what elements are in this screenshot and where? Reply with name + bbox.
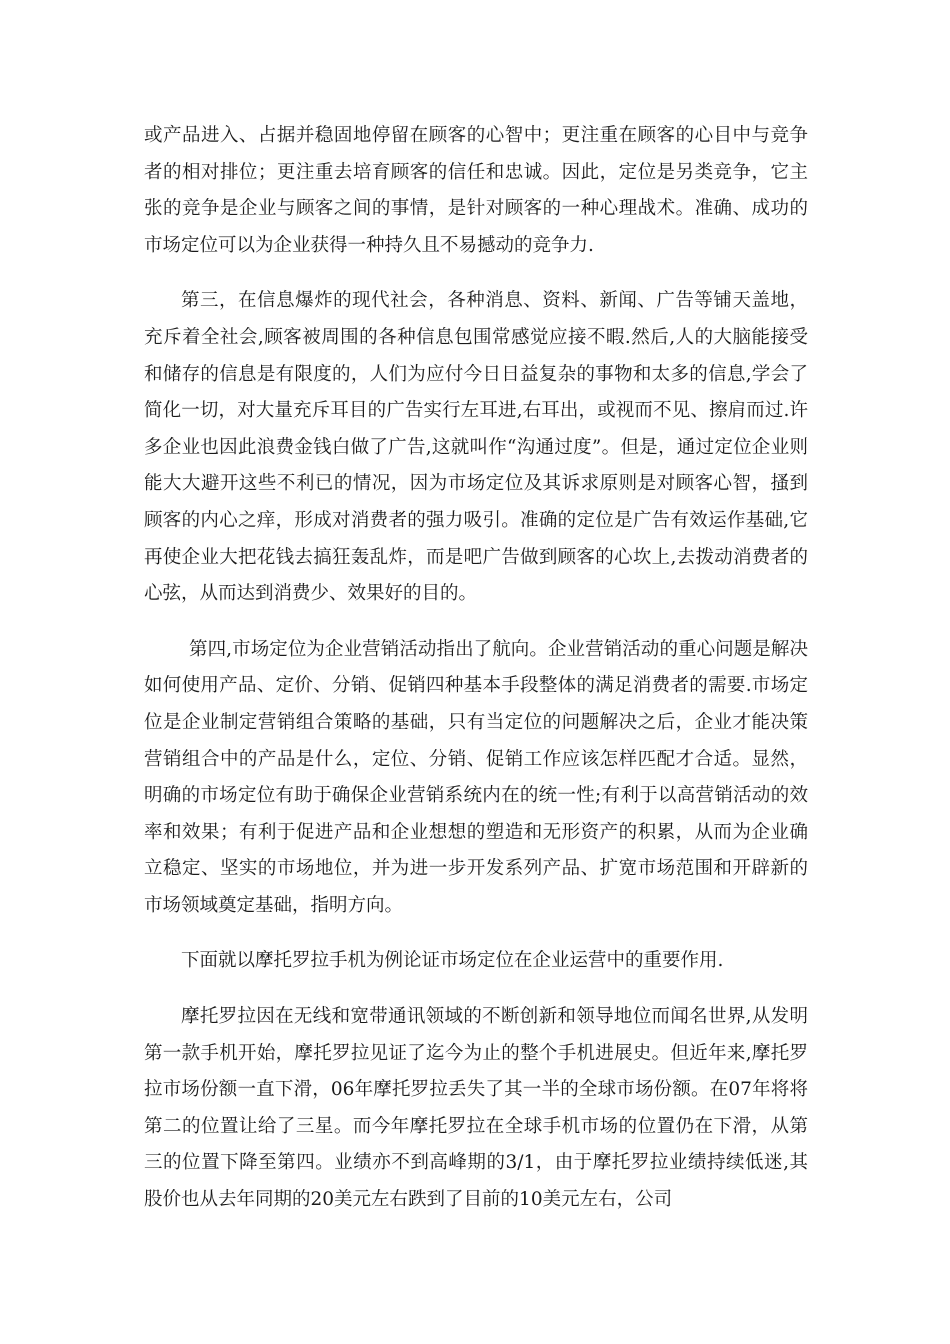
paragraph-positioning-competition: 或产品进入、占据并稳固地停留在顾客的心智中；更注重在顾客的心目中与竞争者的相对排位；更注重去培育顾客的信任和忠诚。因此，定位是另类竞争，它主张的竞争是企业与顾客之间的事情，是针对顾客的一种心理战术。准确、成功的市场定位可以为企业获得一种持久且不易撼动的竞争力.	[144, 125, 808, 256]
paragraph-motorola-intro: 下面就以摩托罗拉手机为例论证市场定位在企业运营中的重要作用.	[181, 950, 724, 972]
paragraph-third-point: 第三，在信息爆炸的现代社会，各种消息、资料、新闻、广告等铺天盖地，充斥着全社会,顾客被周围的各种信息包围常感觉应接不暇.然后,人的大脑能接受和储存的信息是有限度的，人们为应付今日日益复杂的事物和太多的信息,学会了简化一切，对大量充斥耳目的广告实行左耳进,右耳出，或视而不见、擦肩而过.许多企业也因此浪费金钱白做了广告,这就叫作“沟通过度”。但是，通过定位企业则能大大避开这些不利已的情况，因为市场定位及其诉求原则是对顾客心智，搔到顾客的内心之痒，形成对消费者的强力吸引。准确的定位是广告有效运作基础,它再使企业大把花钱去搞狂轰乱炸，而是吧广告做到顾客的心坎上,去拨动消费者的心弦，从而达到消费少、效果好的目的。	[144, 290, 808, 605]
document-body	[144, 118, 808, 1219]
paragraph-motorola-history: 摩托罗拉因在无线和宽带通讯领域的不断创新和领导地位而闻名世界,从发明第一款手机开始，摩托罗拉见证了迄今为止的整个手机进展史。但近年来,摩托罗拉市场份额一直下滑，06年摩托罗拉丢失了其一半的全球市场份额。在07年将将第二的位置让给了三星。而今年摩托罗拉在全球手机市场的位置仍在下滑，从第三的位置下降至第四。业绩亦不到高峰期的3/1，由于摩托罗拉业绩持续低迷,其股价也从去年同期的20美元左右跌到了目前的10美元左右，公司	[144, 1006, 808, 1211]
paragraph-fourth-point: 第四,市场定位为企业营销活动指出了航向。企业营销活动的重心问题是解决如何使用产品、定价、分销、促销四种基本手段整体的满足消费者的需要.市场定位是企业制定营销组合策略的基础，只有当定位的问题解决之后，企业才能决策营销组合中的产品是什么，定位、分销、促销工作应该怎样匹配才合适。显然，明确的市场定位有助于确保企业营销系统内在的统一性;有利于以高营销活动的效率和效果；有利于促进产品和企业想想的塑造和无形资产的积累，从而为企业确立稳定、坚实的市场地位，并为进一步开发系列产品、扩宽市场范围和开辟新的市场领域奠定基础，指明方向。	[144, 638, 808, 916]
